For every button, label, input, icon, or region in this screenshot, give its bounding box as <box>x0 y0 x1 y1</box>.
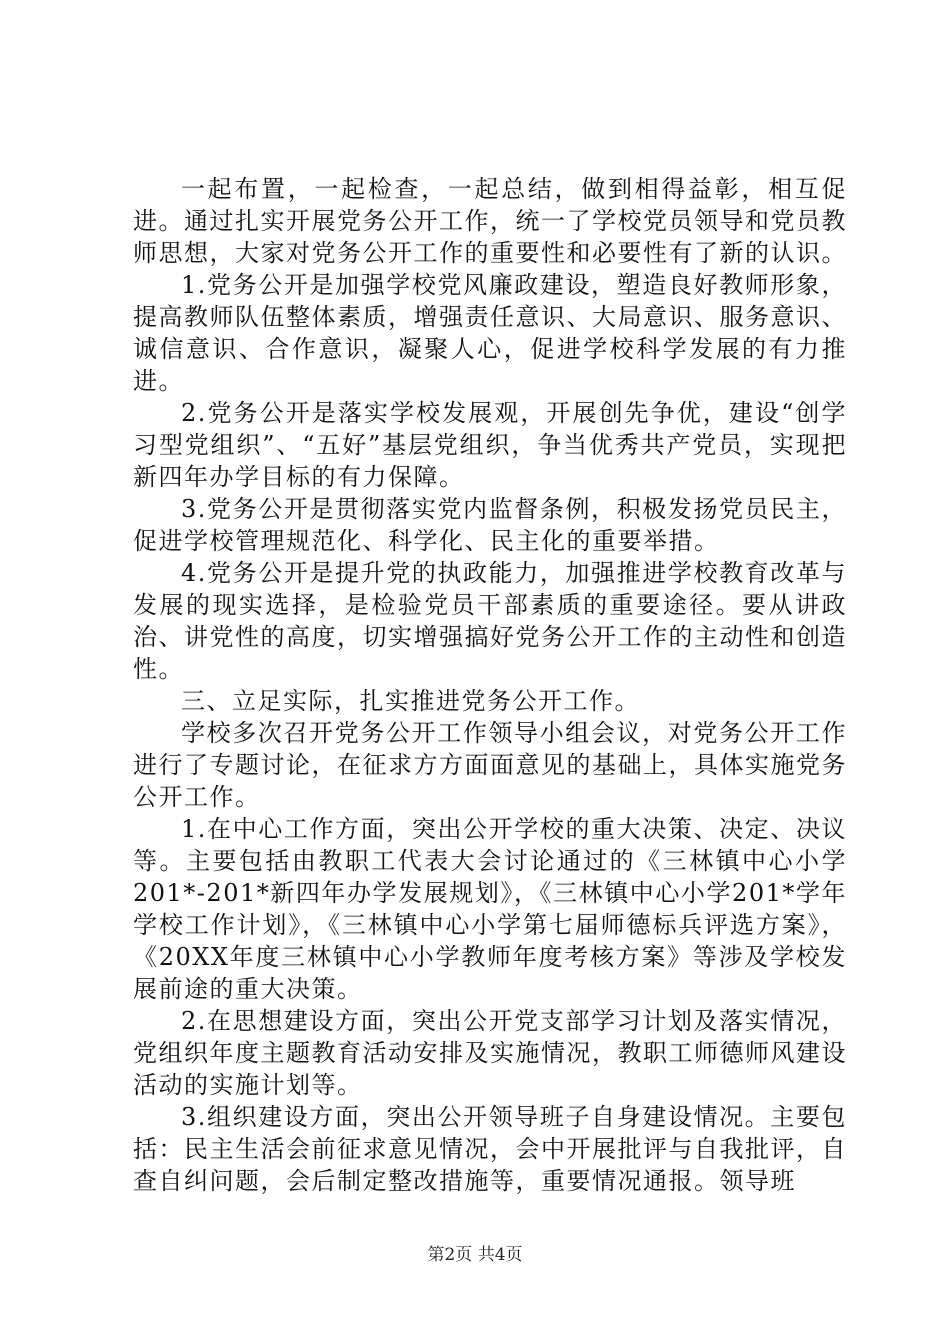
page-footer: 第2页 共4页 <box>427 1245 523 1265</box>
paragraph-4: 3.党务公开是贯彻落实党内监督条例，积极发扬党员民主，促进学校管理规范化、科学化、民主化的重要举措。 <box>133 495 847 555</box>
paragraph-7: 学校多次召开党务公开工作领导小组会议，对党务公开工作进行了专题讨论，在征求方方面面意见的基础上，具体实施党务公开工作。 <box>133 719 847 811</box>
section-heading: 三、立足实际，扎实推进党务公开工作。 <box>181 687 640 715</box>
document-body <box>133 173 847 1197</box>
paragraph-9: 2.在思想建设方面，突出公开党支部学习计划及落实情况，党组织年度主题教育活动安排及实施情况，教职工师德师风建设活动的实施计划等。 <box>133 1007 847 1099</box>
paragraph-1: 一起布置，一起检查，一起总结，做到相得益彰，相互促进。通过扎实开展党务公开工作，统一了学校党员领导和党员教师思想，大家对党务公开工作的重要性和必要性有了新的认识。 <box>133 175 847 267</box>
paragraph-2: 1.党务公开是加强学校党风廉政建设，塑造良好教师形象，提高教师队伍整体素质，增强责任意识、大局意识、服务意识、诚信意识、合作意识，凝聚人心，促进学校科学发展的有力推进。 <box>133 271 847 395</box>
paragraph-5: 4.党务公开是提升党的执政能力，加强推进学校教育改革与发展的现实选择，是检验党员干部素质的重要途径。要从讲政治、讲党性的高度，切实增强搞好党务公开工作的主动性和创造性。 <box>133 559 847 683</box>
paragraph-3: 2.党务公开是落实学校发展观，开展创先争优，建设“创学习型党组织”、“五好”基层党组织，争当优秀共产党员，实现把新四年办学目标的有力保障。 <box>133 399 847 491</box>
paragraph-10: 3.组织建设方面，突出公开领导班子自身建设情况。主要包括：民主生活会前征求意见情况，会中开展批评与自我批评，自查自纠问题，会后制定整改措施等，重要情况通报。领导班 <box>133 1103 847 1195</box>
paragraph-8: 1.在中心工作方面，突出公开学校的重大决策、决定、决议等。主要包括由教职工代表大会讨论通过的《三林镇中心小学201*-201*新四年办学发展规划》，《三林镇中心小学201*学年学校工作计划》，《三林镇中心小学第七届师德标兵评选方案》，《20XX年度三林镇中心小学教师年度考核方案》等涉及学校发展前途的重大决策。 <box>133 815 847 1003</box>
